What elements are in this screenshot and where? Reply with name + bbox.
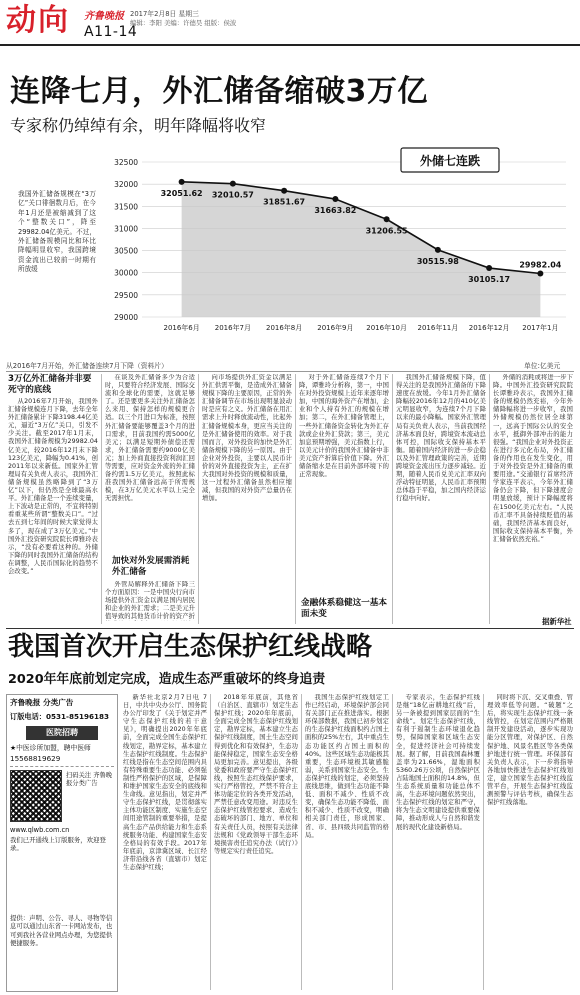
masthead xyxy=(84,7,264,41)
data-label: 30515.98 xyxy=(416,256,459,266)
subhead-1: 3万亿外汇储备并非要死守的底线 xyxy=(8,374,92,395)
paper-logo: 齐鲁晚报 xyxy=(84,11,124,22)
chart-caption: 从2016年7月开始，外汇储备连续7月下降（资料片） xyxy=(6,362,168,370)
column-divider xyxy=(489,374,490,624)
story1-col-3: 向市场提供外汇资金以满足外汇供需平衡，是造成外汇储备规模下降的主要原因，正常的外汇储备调节在市场出现明显波动时是应有之义。外汇储备在用汇需求上升时释放流动性，比起外汇储备规模本身，更应当关注的是外汇储备使用的效率。对于我国而言，对外投资的加快是外汇储备规模下降的另一原因。由于企业对外投资，主要以人民币计价的对外直接投资为主，正在扩大我国对外投资的规模和质量，这一过程外汇储备虽然相应缩减，但我国的对外资产总量仍在增加。 xyxy=(202,374,292,503)
area-fill xyxy=(182,182,541,317)
data-point xyxy=(281,188,287,194)
ad-site[interactable]: www.qlwb.com.cn xyxy=(10,826,70,834)
chart-rule xyxy=(6,371,574,372)
column-divider xyxy=(101,374,102,624)
headline-2: 我国首次开启生态保护红线战略 xyxy=(8,632,373,662)
ad-tag: 医院招聘 xyxy=(26,726,98,740)
y-tick-label: 32500 xyxy=(114,158,138,167)
data-point xyxy=(230,181,236,187)
column-divider xyxy=(301,694,302,990)
x-tick-label: 2016年6月 xyxy=(163,324,200,332)
x-tick-label: 2016年9月 xyxy=(317,324,354,332)
story-divider xyxy=(6,628,574,629)
y-tick-label: 31000 xyxy=(114,224,138,234)
story1-signature: 据新华社 xyxy=(542,617,572,626)
chart-title: 外储七连跌 xyxy=(419,154,481,168)
y-tick-label: 32000 xyxy=(114,180,138,190)
subheadline-2: 2020年年底前划定完成，造成生态严重破坏的终身追责 xyxy=(8,672,326,687)
ad-footer: 提供：声明、公告、寻人、寻物等信息可以通过山东省一卡网站发布，也可到我社各营业网点办理，为您提供便捷服务。 xyxy=(10,914,113,948)
x-tick-label: 2016年10月 xyxy=(366,324,407,332)
column-divider xyxy=(392,694,393,990)
story1-col-1: 从2016年7月开始，我国外汇储备规模连月下降，去年全年外汇储备累计下降3198.44亿美元，逼近“3万亿”关口，引发不少关注。截至2017年1月末，我国外汇储备规模为29982.04亿美元，较2016年12月末下降123亿美元，降幅为0.41%，创2011年以来新低。国家外汇管理局有关负责人表示，我国外汇储备规模虽然略降到了“3万亿”以下，但仍然是全球最高水平。外汇储备是一个连续变量，上下波动是正常的，不宜将特别看重某些所谓“整数关口”。“过去五到七年间的时候大家觉得太多了，现在成了3万亿美元。”中国外汇投资研究院院长谭雅玲表示，“没有必要看这种的。外储下降的同时我国外汇储备的结构在调整，人民币国际化的趋势不会改变。” xyxy=(8,398,98,575)
section-title: 动向 xyxy=(6,3,70,38)
data-label: 29982.04 xyxy=(519,260,562,270)
staff-credits: 编辑：李阳 美编：许德昊 组版：侯波 xyxy=(130,19,237,27)
data-label: 32010.57 xyxy=(211,190,254,200)
x-tick-label: 2016年12月 xyxy=(468,324,510,332)
x-tick-label: 2016年8月 xyxy=(265,324,303,332)
story2-col-2: 2018年年底前，其他省（自治区、直辖市）划定生态保护红线；2020年年底前，全面完成全国生态保护红线划定，勘界定标，基本建立生态保护红线制度，国土生态空间得到优化和有效保护，生态功能保持稳定，国家生态安全格局更加完善。意见提出，各级党委和政府要严守生态保护红线，按照生态红线保护要求，实行严格管控，严禁不符合主体功能定位的各类开发活动，严禁任意改变用途。对违反生态保护红线管控要求、造成生态破坏的部门、地方、单位和有关责任人员，按照有关法律法规和《党政领导干部生态环境损害责任追究办法（试行）》等规定实行责任追究。 xyxy=(214,694,298,855)
y-tick-label: 31500 xyxy=(114,202,138,212)
data-label: 31851.67 xyxy=(263,197,306,207)
y-tick-label: 29000 xyxy=(114,313,138,322)
data-point xyxy=(179,179,185,185)
subheadline: 专家称仍绰绰有余，明年降幅将收窄 xyxy=(10,116,267,135)
story1-col-2: 在谈及外汇储备多少为合适时，只要符合经济发展、国际交流和全球化的需要，这就足够了。还是要更多关注外汇储备怎么来用、保持怎样的规模更合适。以三个月进口为标准，按照外汇储备要能够覆盖3个月的进口需求，目前我国约需5000亿美元；以满足短期外债偿还需求，外汇储备需要约9000亿美元；加上外商直接投资利润汇回等需要，应对资金外流的外汇储备约需1.5万亿美元，按照此标准我国外汇储备远高于所需规模，在3万亿美元水平以上完全无需担忧。 xyxy=(105,374,195,503)
ad-hotline[interactable]: 0531-85196183 xyxy=(46,712,109,721)
column-divider xyxy=(483,694,484,990)
subhead-3: 金融体系稳健这一基本面未变 xyxy=(301,598,387,619)
classified-ad xyxy=(6,694,118,992)
column-divider xyxy=(295,374,296,624)
subhead-2: 加快对外发展需消耗外汇储备 xyxy=(112,556,190,577)
ad-divider xyxy=(10,766,114,767)
column-divider xyxy=(392,374,393,624)
story2-col-1: 新华社北京2月7日电 7日，中共中央办公厅、国务院办公厅印发了《关于划定并严守生态保护红线的若干意见》，明确提出2020年年底前，全面完成全国生态保护红线划定，勘界定标，基本建立生态保护红线制度。生态保护红线是指在生态空间范围内具有特殊重要生态功能、必须强制性严格保护的区域，是保障和维护国家生态安全的底线和生命线。意见指出，划定并严守生态保护红线，是贯彻落实主体功能区制度、实施生态空间用途管制的重要举措，是提高生态产品供给能力和生态系统服务功能、构建国家生态安全格局的有效手段。2017年年底前，京津冀区域、长江经济带沿线各省（直辖市）划定生态保护红线； xyxy=(123,694,207,871)
ad-brand: 齐鲁晚报 分类广告 xyxy=(10,698,74,707)
column-divider xyxy=(210,694,211,990)
story1-col-5: 我国外汇储备规模下降，值得关注的是我国外汇储备的下降速度在放缓。今年1月外汇储备降幅较2016年12月的410亿美元明显收窄，为连续7个月下降以来的最小降幅。国家外汇管理局有关负责人表示，当前我国经济基本面良好，跨境资本流动总体可控，国际收支保持基本平衡。随着国内经济的进一步企稳以及外汇管理政策的完善，近期跨境资金流出压力逐步减轻。近期，随着人民币兑美元汇率双向浮动特征明显，人民币汇率预期总体趋于平稳，加之国内经济运行稳中向好。 xyxy=(396,374,486,503)
page-code: A11-14 xyxy=(84,24,138,40)
issue-date: 2017年2月8日 星期三 xyxy=(130,10,199,18)
ad-listing: ★中医诊所加盟，聘中医师 xyxy=(10,744,91,752)
x-tick-label: 2016年11月 xyxy=(417,324,459,332)
data-point xyxy=(537,271,543,277)
x-tick-label: 2016年7月 xyxy=(214,324,252,332)
story2-col-4: 专家表示，生态保护红线是继“18亿亩耕地红线”后，另一条被提到国家层面的“生命线”。划定生态保护红线，有利于遏制生态环境退化趋势，保障国家和区域生态安全，促进经济社会可持续发展。据了解，目前我国森林覆盖率为21.66%，湿地面积5360.26万公顷，自然保护区占陆地国土面积的14.8%，但生态系统质量和功能总体不高，生态环境问题依然突出，生态保护红线的划定和严守，将为生态文明建设提供重要保障，推动形成人与自然和谐发展的现代化建设新格局。 xyxy=(396,694,480,831)
story2-col-3: 我国生态保护红线划定工作已经启动，环境保护部会同有关部门正在推进落实。根据环保部数据，我国已初步划定的生态保护红线面积约占国土面积的25%左右，其中重点生态功能区约占国土面积的40%。这些区域生态功能极其重要，生态环境极其敏感脆弱，关系到国家生态安全。生态保护红线的划定，必须坚持底线思维，做到生态功能不降低、面积不减少、性质不改变，确保生态功能不降低、面积不减少、性质不改变，明确相关部门责任，形成国家、省、市、县四级共同监管的格局。 xyxy=(305,694,389,839)
x-tick-label: 2017年1月 xyxy=(522,324,559,332)
ad-note: 我们已开通线上订版服务，欢迎登录。 xyxy=(10,836,106,852)
story1-col-6: 外储的消耗或将进一步下降。中国外汇投资研究院院长谭雅玲表示，我国外汇储备的规模仍然充裕，今年外储降幅将进一步收窄，我国外储规模仍然位居全球第一，远高于国际公认的安全水平，抵御外部冲击的能力很强。“我国企业对外投资正在进行多元化布局，外汇储备的作用也在发生变化，用于对外投资是外汇储备的重要用途。”交通银行首席经济学家连平表示，今年外汇储备仍会下降，但下降速度会明显放缓，预计下降幅度将在1500亿美元左右。“人民币汇率不具备持续贬值的基础，我国经济基本面良好，国际收支保持基本平衡，外汇储备依然充裕。” xyxy=(493,374,573,543)
data-label: 31206.55 xyxy=(365,226,408,236)
column-divider xyxy=(198,374,199,624)
data-point xyxy=(384,216,390,222)
story1-col-4: 对于外汇储备连续7个月下降，谭雅玲分析称，第一，中国在对外投资规模上近年来逐年增加，中国的海外资产在增加，企业和个人持有外汇的规模在增加；第二，在外汇储备管理上，一些外汇储备资金转化为外汇存款或企业外汇贷款；第三，美元加息预期增强，美元指数上行，以美元计价的我国外汇储备中非美元资产折算后价值下降。外汇储备缩水是在目前外部环境下的正常现象。 xyxy=(299,374,389,479)
header-rule xyxy=(0,44,580,46)
y-tick-label: 30500 xyxy=(114,246,138,256)
data-label: 30105.17 xyxy=(468,275,511,285)
ad-qr-note: 扫码关注 齐鲁晚报分类广告 xyxy=(66,772,113,787)
reserve-chart xyxy=(6,142,574,360)
data-point xyxy=(435,247,441,253)
story1-col-2b: 外管局解释外汇储备下降三个方面原因：一是中国央行向市场提供外汇资金以满足国内居民和企业的外汇需求；二是美元升值导致的其他货币计价的资产折 xyxy=(105,581,195,621)
data-point xyxy=(486,265,492,271)
headline: 连降七月，外汇储备缩破3万亿 xyxy=(10,74,428,109)
data-label: 32051.62 xyxy=(160,188,203,198)
ad-phone[interactable]: 15568819629 xyxy=(10,754,61,763)
qr-code-icon xyxy=(10,770,62,822)
ad-hotline-label: 订版电话： xyxy=(10,712,46,721)
y-tick-label: 29500 xyxy=(114,290,138,300)
data-label: 31663.82 xyxy=(314,206,357,216)
data-point xyxy=(332,196,338,202)
y-tick-label: 30000 xyxy=(114,268,138,278)
story2-col-5: 同时将下沉、交叉重叠、管理效率低等问题。“破题”之后，将实现生态保护红线一条线管控，在划定范围内严格限制开发建设活动，逐步实现功能分区管理，对保护区、自然保护地、风景名胜区等各类保护地进行统一管理。环保部有关负责人表示，下一步将指导各地加快推进生态保护红线划定，建立国家生态保护红线监管平台，开展生态保护红线监测预警与评估考核，确保生态保护红线落地。 xyxy=(487,694,573,807)
chart-intro-text: 我国外汇储备规模在“3万亿”关口徘徊数月后，在今年1月还是被缩减到了这个“整数关口”，降至29982.04亿美元。不过，外汇储备规模同比和环比降幅明显收窄，我国跨境资金流出已较前一时期有所放缓 xyxy=(18,190,96,274)
chart-unit: 单位:亿美元 xyxy=(524,362,561,370)
